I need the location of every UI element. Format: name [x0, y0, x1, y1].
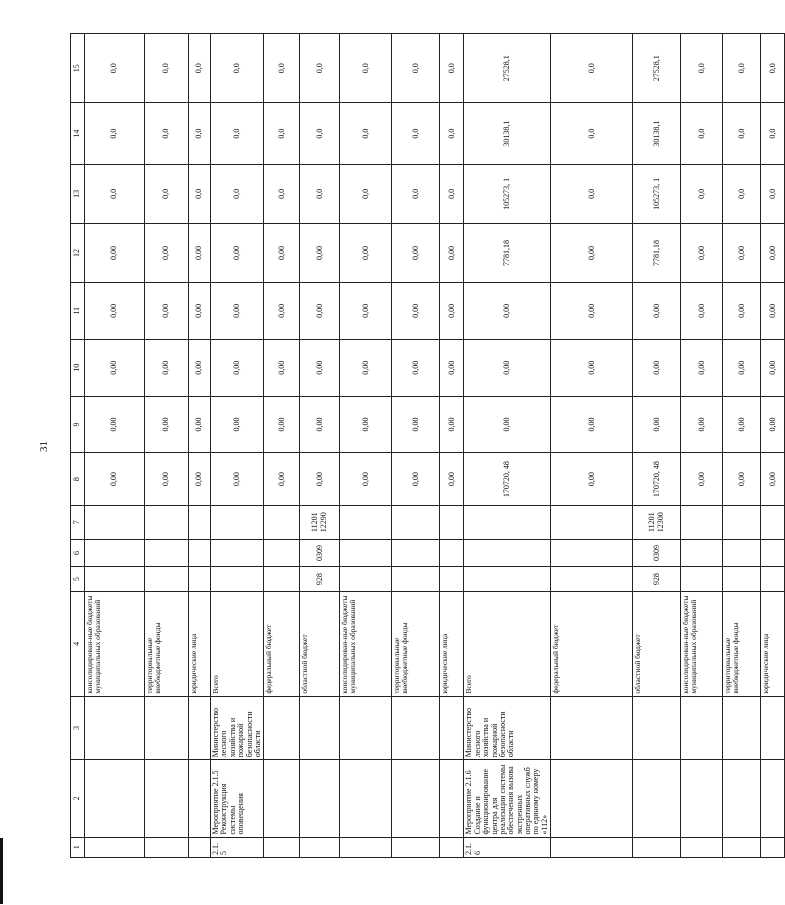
- table-cell: 0,00: [464, 282, 551, 339]
- header-cell: 3: [71, 696, 85, 760]
- table-cell: 928: [633, 567, 681, 592]
- table-cell: [551, 567, 633, 592]
- table-cell: областной бюджет: [633, 592, 681, 697]
- header-cell: 8: [71, 453, 85, 505]
- table-cell: [681, 539, 723, 566]
- table-cell: [392, 539, 440, 566]
- table-cell: 0,0: [340, 34, 392, 103]
- table-cell: 0,0: [761, 103, 785, 164]
- table-cell: 0,0: [264, 164, 300, 223]
- header-cell: 10: [71, 339, 85, 396]
- table-cell: 0,0: [392, 34, 440, 103]
- table-cell: территориальные внебюджетные фонды: [392, 592, 440, 697]
- table-cell: [633, 760, 681, 837]
- table-cell: Всего: [211, 592, 264, 697]
- table-cell: [440, 760, 464, 837]
- table-cell: [145, 567, 189, 592]
- table-cell: 0,00: [681, 282, 723, 339]
- table-cell: 0,00: [340, 396, 392, 453]
- budget-table: [70, 33, 785, 858]
- table-row: [145, 34, 189, 858]
- table-cell: 0,00: [464, 396, 551, 453]
- table-cell: 0,0: [264, 103, 300, 164]
- table-cell: [264, 539, 300, 566]
- table-cell: 0,00: [761, 396, 785, 453]
- table-cell: 0,0: [264, 34, 300, 103]
- table-cell: [761, 696, 785, 760]
- table-cell: 0,00: [761, 223, 785, 282]
- table-cell: [264, 760, 300, 837]
- table-cell: [300, 696, 340, 760]
- table-cell: 0,0: [440, 103, 464, 164]
- table-cell: [633, 696, 681, 760]
- table-cell: 0,0: [189, 164, 211, 223]
- table-cell: [264, 505, 300, 539]
- table-cell: территориальные внебюджетные фонды: [723, 592, 761, 697]
- header-cell: 4: [71, 592, 85, 697]
- table-row: [551, 34, 633, 858]
- table-cell: 11201 12300: [633, 505, 681, 539]
- table-cell: 0,00: [264, 223, 300, 282]
- table-cell: 0,00: [440, 453, 464, 505]
- table-cell: 7781,18: [633, 223, 681, 282]
- table-cell: [85, 837, 145, 857]
- table-cell: 0,00: [189, 223, 211, 282]
- scan-edge-mark: [0, 838, 3, 904]
- header-cell: 11: [71, 282, 85, 339]
- table-cell: [189, 696, 211, 760]
- table-cell: 0,00: [145, 396, 189, 453]
- table-cell: [761, 567, 785, 592]
- table-cell: [392, 696, 440, 760]
- table-cell: [392, 567, 440, 592]
- table-cell: 0,00: [300, 453, 340, 505]
- table-cell: 170720, 48: [464, 453, 551, 505]
- table-cell: [145, 505, 189, 539]
- table-cell: 928: [300, 567, 340, 592]
- table-cell: 2.1.6: [464, 837, 551, 857]
- table-cell: 0,0: [340, 164, 392, 223]
- table-row: [340, 34, 392, 858]
- table-cell: 0,0: [85, 164, 145, 223]
- table-cell: 0,0: [145, 34, 189, 103]
- table-cell: [551, 696, 633, 760]
- table-cell: [440, 696, 464, 760]
- header-cell: 13: [71, 164, 85, 223]
- table-cell: 0,00: [681, 396, 723, 453]
- table-row: [189, 34, 211, 858]
- table-cell: [300, 760, 340, 837]
- table-cell: 0,00: [189, 339, 211, 396]
- table-cell: [392, 505, 440, 539]
- table-cell: 2.1.5: [211, 837, 264, 857]
- table-cell: 0,00: [145, 453, 189, 505]
- table-cell: 0,00: [551, 282, 633, 339]
- table-cell: 105273, 1: [633, 164, 681, 223]
- table-cell: 0,0: [681, 103, 723, 164]
- table-cell: [681, 505, 723, 539]
- table-cell: Всего: [464, 592, 551, 697]
- table-cell: юридические лица: [189, 592, 211, 697]
- table-cell: 0,0: [85, 103, 145, 164]
- table-cell: [633, 837, 681, 857]
- table-cell: 27528,1: [633, 34, 681, 103]
- table-row: [723, 34, 761, 858]
- table-cell: [440, 837, 464, 857]
- table-cell: [723, 696, 761, 760]
- table-cell: 0,00: [761, 282, 785, 339]
- table-cell: [681, 760, 723, 837]
- table-cell: 0,0: [723, 164, 761, 223]
- table-cell: [464, 567, 551, 592]
- header-cell: 9: [71, 396, 85, 453]
- table-cell: [551, 837, 633, 857]
- table-cell: Министерство лесного хозяйства и пожарной безопасности области: [211, 696, 264, 760]
- table-cell: 0,00: [392, 396, 440, 453]
- table-cell: 0,0: [723, 34, 761, 103]
- table-cell: 0,0: [300, 164, 340, 223]
- table-cell: 0309: [633, 539, 681, 566]
- table-cell: 0,00: [723, 282, 761, 339]
- table-cell: [145, 760, 189, 837]
- table-cell: 0,00: [633, 396, 681, 453]
- table-row: [464, 34, 551, 858]
- table-cell: 0,00: [723, 396, 761, 453]
- table-cell: 0,00: [189, 396, 211, 453]
- table-cell: 0,00: [300, 396, 340, 453]
- table-cell: 0,00: [264, 396, 300, 453]
- table-cell: 0,00: [145, 282, 189, 339]
- table-cell: 0,00: [85, 396, 145, 453]
- table-cell: [723, 505, 761, 539]
- table-cell: федеральный бюджет: [264, 592, 300, 697]
- table-cell: [189, 760, 211, 837]
- table-cell: 0,00: [340, 282, 392, 339]
- table-cell: 0,0: [145, 164, 189, 223]
- table-cell: [340, 567, 392, 592]
- table-cell: 0,00: [761, 339, 785, 396]
- table-cell: 0,00: [189, 282, 211, 339]
- table-cell: [551, 760, 633, 837]
- table-cell: [340, 505, 392, 539]
- table-cell: [723, 539, 761, 566]
- table-cell: 0,00: [392, 339, 440, 396]
- table-cell: 0,00: [681, 453, 723, 505]
- table-cell: 105273, 1: [464, 164, 551, 223]
- table-cell: 0,0: [211, 103, 264, 164]
- table-cell: 0,0: [761, 164, 785, 223]
- header-cell: 1: [71, 837, 85, 857]
- table-row: [211, 34, 264, 858]
- table-cell: 11201 12290: [300, 505, 340, 539]
- table-cell: 170720, 48: [633, 453, 681, 505]
- table-cell: 0,0: [392, 164, 440, 223]
- table-cell: 0,0: [440, 164, 464, 223]
- table-cell: 0309: [300, 539, 340, 566]
- table-row: [85, 34, 145, 858]
- table-cell: [392, 760, 440, 837]
- table-cell: 0,00: [392, 453, 440, 505]
- table-cell: 0,0: [300, 34, 340, 103]
- table-cell: 27528,1: [464, 34, 551, 103]
- table-cell: [189, 539, 211, 566]
- table-cell: 0,0: [551, 164, 633, 223]
- table-cell: 0,00: [264, 282, 300, 339]
- table-cell: Министерство лесного хозяйства и пожарной безопасности области: [464, 696, 551, 760]
- table-cell: [723, 837, 761, 857]
- table-cell: 0,0: [145, 103, 189, 164]
- table-row: [761, 34, 785, 858]
- header-cell: 14: [71, 103, 85, 164]
- table-cell: 0,00: [723, 453, 761, 505]
- table-cell: 0,00: [211, 223, 264, 282]
- table-cell: [145, 696, 189, 760]
- table-cell: [761, 760, 785, 837]
- header-cell: 6: [71, 539, 85, 566]
- table-cell: [551, 505, 633, 539]
- table-cell: 0,00: [211, 396, 264, 453]
- table-cell: 0,00: [723, 223, 761, 282]
- table-cell: [340, 760, 392, 837]
- table-cell: [681, 837, 723, 857]
- table-cell: [340, 837, 392, 857]
- table-cell: [189, 505, 211, 539]
- table-cell: [761, 505, 785, 539]
- table-cell: 0,0: [761, 34, 785, 103]
- table-cell: [723, 567, 761, 592]
- table-cell: 0,00: [633, 339, 681, 396]
- table-cell: [464, 539, 551, 566]
- table-cell: 0,00: [464, 339, 551, 396]
- header-row: [71, 34, 85, 858]
- table-cell: [211, 567, 264, 592]
- table-cell: 0,0: [189, 34, 211, 103]
- table-cell: федеральный бюджет: [551, 592, 633, 697]
- header-cell: 5: [71, 567, 85, 592]
- table-cell: 0,00: [211, 339, 264, 396]
- table-cell: 0,00: [723, 339, 761, 396]
- table-cell: 0,0: [189, 103, 211, 164]
- header-cell: 15: [71, 34, 85, 103]
- table-cell: консолидирован-ные бюджеты муниципальных образований: [681, 592, 723, 697]
- table-cell: [340, 539, 392, 566]
- table-cell: 0,00: [300, 282, 340, 339]
- table-cell: 0,00: [145, 223, 189, 282]
- table-cell: [761, 539, 785, 566]
- table-row: [681, 34, 723, 858]
- table-cell: 0,0: [681, 34, 723, 103]
- table-cell: [340, 696, 392, 760]
- table-row: [440, 34, 464, 858]
- table-cell: [211, 505, 264, 539]
- page-number: 31: [38, 441, 50, 452]
- table-cell: 0,00: [681, 223, 723, 282]
- rotated-table-container: [70, 33, 777, 858]
- table-row: [633, 34, 681, 858]
- table-cell: 0,00: [211, 282, 264, 339]
- table-cell: 0,00: [392, 223, 440, 282]
- table-cell: 0,0: [85, 34, 145, 103]
- header-cell: 2: [71, 760, 85, 837]
- table-cell: 0,00: [440, 396, 464, 453]
- table-cell: [300, 837, 340, 857]
- table-cell: 0,00: [300, 223, 340, 282]
- table-cell: 0,00: [551, 339, 633, 396]
- table-cell: 0,00: [551, 453, 633, 505]
- table-cell: [85, 505, 145, 539]
- table-cell: территориальные внебюджетные фонды: [145, 592, 189, 697]
- table-cell: [723, 760, 761, 837]
- table-cell: 0,00: [551, 396, 633, 453]
- table-cell: 0,00: [85, 453, 145, 505]
- table-cell: [189, 567, 211, 592]
- table-cell: [440, 539, 464, 566]
- table-cell: [85, 567, 145, 592]
- table-cell: 30138,1: [464, 103, 551, 164]
- table-cell: [551, 539, 633, 566]
- table-cell: 0,00: [633, 282, 681, 339]
- table-cell: 0,00: [340, 223, 392, 282]
- table-cell: 0,0: [211, 34, 264, 103]
- table-cell: [211, 539, 264, 566]
- table-cell: 0,00: [340, 339, 392, 396]
- table-cell: [85, 539, 145, 566]
- table-cell: [85, 760, 145, 837]
- table-cell: [464, 505, 551, 539]
- table-cell: [440, 567, 464, 592]
- table-cell: 0,00: [85, 223, 145, 282]
- table-cell: 0,00: [189, 453, 211, 505]
- table-cell: [145, 837, 189, 857]
- table-cell: Мероприятие 2.1.6 Создание и функционирование центра для реализации системы обеспечения вызова экстренных оперативных служб по единому номеру «112»: [464, 760, 551, 837]
- table-cell: 0,00: [551, 223, 633, 282]
- table-cell: [264, 567, 300, 592]
- table-cell: 0,0: [681, 164, 723, 223]
- table-cell: 0,00: [681, 339, 723, 396]
- table-cell: [440, 505, 464, 539]
- table-cell: консолидирован-ные бюджеты муниципальных образований: [85, 592, 145, 697]
- table-cell: 0,00: [440, 282, 464, 339]
- table-row: [264, 34, 300, 858]
- table-cell: 0,00: [264, 339, 300, 396]
- table-cell: 0,0: [340, 103, 392, 164]
- table-cell: юридические лица: [440, 592, 464, 697]
- table-cell: 0,00: [761, 453, 785, 505]
- table-cell: [189, 837, 211, 857]
- table-cell: Мероприятие 2.1.5 Реконструкция системы оповещения: [211, 760, 264, 837]
- table-cell: 0,00: [392, 282, 440, 339]
- table-cell: 0,0: [300, 103, 340, 164]
- table-cell: 0,0: [551, 103, 633, 164]
- table-cell: [761, 837, 785, 857]
- table-cell: юридические лица: [761, 592, 785, 697]
- table-cell: [264, 696, 300, 760]
- table-cell: [145, 539, 189, 566]
- table-cell: 0,00: [85, 282, 145, 339]
- table-row: [300, 34, 340, 858]
- table-cell: [392, 837, 440, 857]
- header-cell: 7: [71, 505, 85, 539]
- table-cell: 0,0: [440, 34, 464, 103]
- table-cell: 0,00: [340, 453, 392, 505]
- table-cell: областной бюджет: [300, 592, 340, 697]
- table-cell: 0,00: [300, 339, 340, 396]
- table-cell: 0,00: [264, 453, 300, 505]
- table-cell: 0,0: [211, 164, 264, 223]
- table-cell: 0,0: [392, 103, 440, 164]
- table-row: [392, 34, 440, 858]
- table-cell: 0,0: [723, 103, 761, 164]
- table-cell: 0,00: [85, 339, 145, 396]
- table-cell: 7781,18: [464, 223, 551, 282]
- table-cell: 30138,1: [633, 103, 681, 164]
- table-cell: консолидирован-ные бюджеты муниципальных образований: [340, 592, 392, 697]
- table-cell: [681, 567, 723, 592]
- table-cell: 0,00: [440, 339, 464, 396]
- header-cell: 12: [71, 223, 85, 282]
- table-cell: [681, 696, 723, 760]
- table-cell: 0,00: [440, 223, 464, 282]
- table-cell: 0,00: [145, 339, 189, 396]
- table-cell: 0,0: [551, 34, 633, 103]
- table-cell: [85, 696, 145, 760]
- table-cell: 0,00: [211, 453, 264, 505]
- table-cell: [264, 837, 300, 857]
